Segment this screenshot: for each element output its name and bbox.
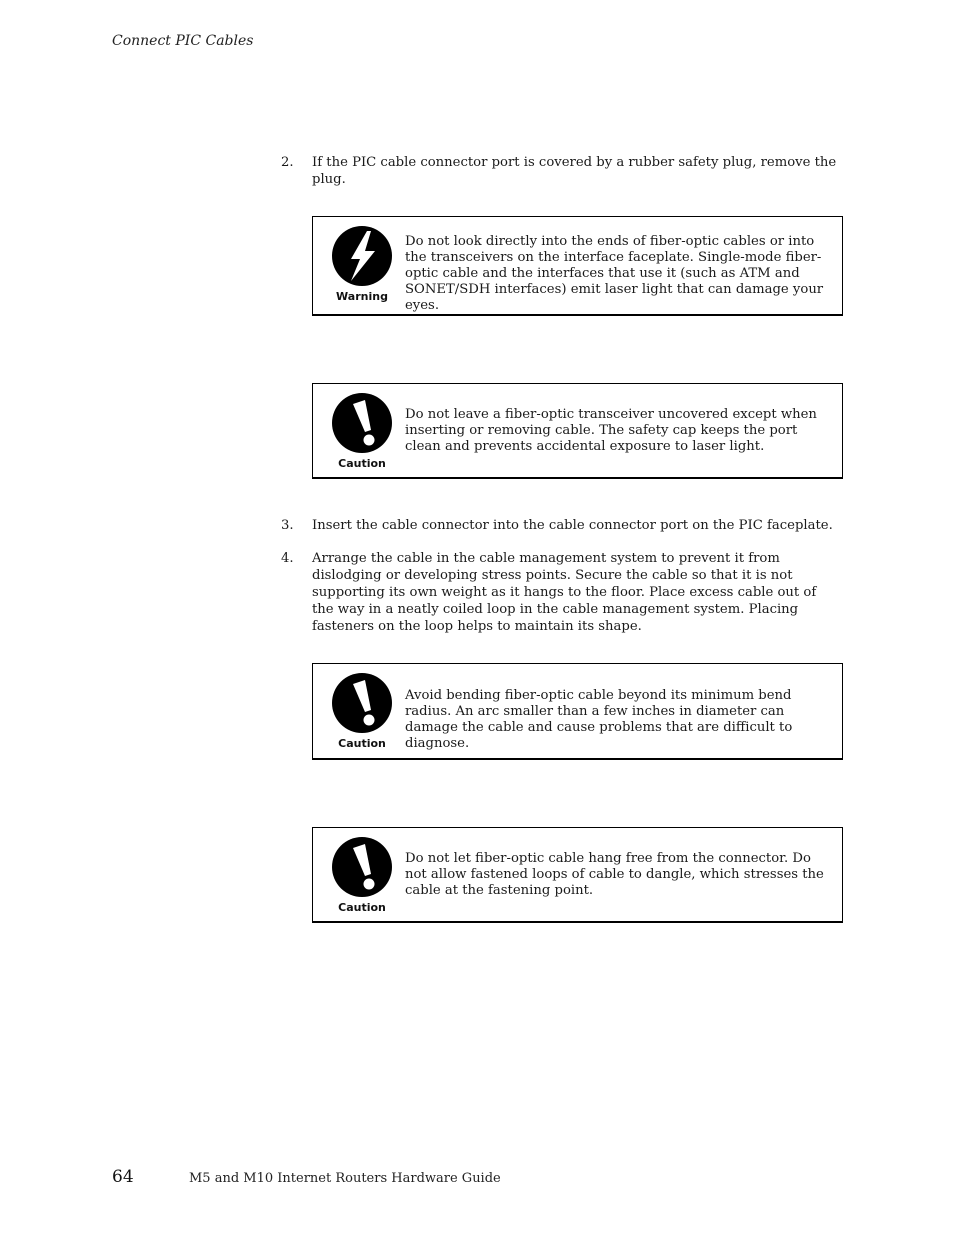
exclamation-icon xyxy=(331,392,393,454)
step-text: If the PIC cable connector port is covered by a rubber safety plug, remove the plug. xyxy=(312,155,837,187)
step-4 xyxy=(281,550,841,635)
notice-text: Do not look directly into the ends of fiber-optic cables or into the transceivers on the interface faceplate. Single-mode fiber-optic cable and the interfaces that use it (such as ATM and SONET/SDH interfaces) emit laser light that can damage your eyes. xyxy=(405,234,824,313)
step-number: 2. xyxy=(281,155,294,170)
step-2 xyxy=(281,154,841,188)
page-number: 64 xyxy=(112,1167,134,1187)
notice-text: Do not leave a fiber-optic transceiver uncovered except when inserting or removing cable. The safety cap keeps the port clean and prevents accidental exposure to laser light. xyxy=(405,407,817,454)
notice-label: Caution xyxy=(338,457,386,470)
exclamation-icon xyxy=(331,836,393,898)
step-number: 4. xyxy=(281,551,294,566)
notice-icon-block xyxy=(330,392,394,470)
step-number: 3. xyxy=(281,518,294,533)
notice-icon-block xyxy=(330,672,394,750)
step-text: Arrange the cable in the cable management system to prevent it from dislodging or developing stress points. Secure the cable so that it is not supporting its own weight as it hangs to the floor. Place excess cable out of the way in a neatly coiled loop in the cable management system. Placing fasteners on the loop helps to maintain its shape. xyxy=(312,551,817,634)
notice-label: Caution xyxy=(338,901,386,914)
notice-label: Warning xyxy=(336,290,388,303)
caution-notice xyxy=(312,827,843,923)
notice-icon-block xyxy=(330,225,394,303)
notice-text: Do not let fiber-optic cable hang free from the connector. Do not allow fastened loops of cable to dangle, which stresses the cable at the fastening point. xyxy=(405,851,824,898)
exclamation-icon xyxy=(331,672,393,734)
book-title: M5 and M10 Internet Routers Hardware Guide xyxy=(189,1171,501,1186)
notice-label: Caution xyxy=(338,737,386,750)
warning-notice xyxy=(312,216,843,316)
notice-icon-block xyxy=(330,836,394,914)
caution-notice xyxy=(312,383,843,479)
notice-text: Avoid bending fiber-optic cable beyond its minimum bend radius. An arc smaller than a few inches in diameter can damage the cable and cause problems that are difficult to diagnose. xyxy=(405,688,793,751)
caution-notice xyxy=(312,663,843,760)
step-text: Insert the cable connector into the cable connector port on the PIC faceplate. xyxy=(312,518,833,533)
lightning-icon xyxy=(331,225,393,287)
step-3 xyxy=(281,517,841,534)
running-header: Connect PIC Cables xyxy=(112,33,254,49)
